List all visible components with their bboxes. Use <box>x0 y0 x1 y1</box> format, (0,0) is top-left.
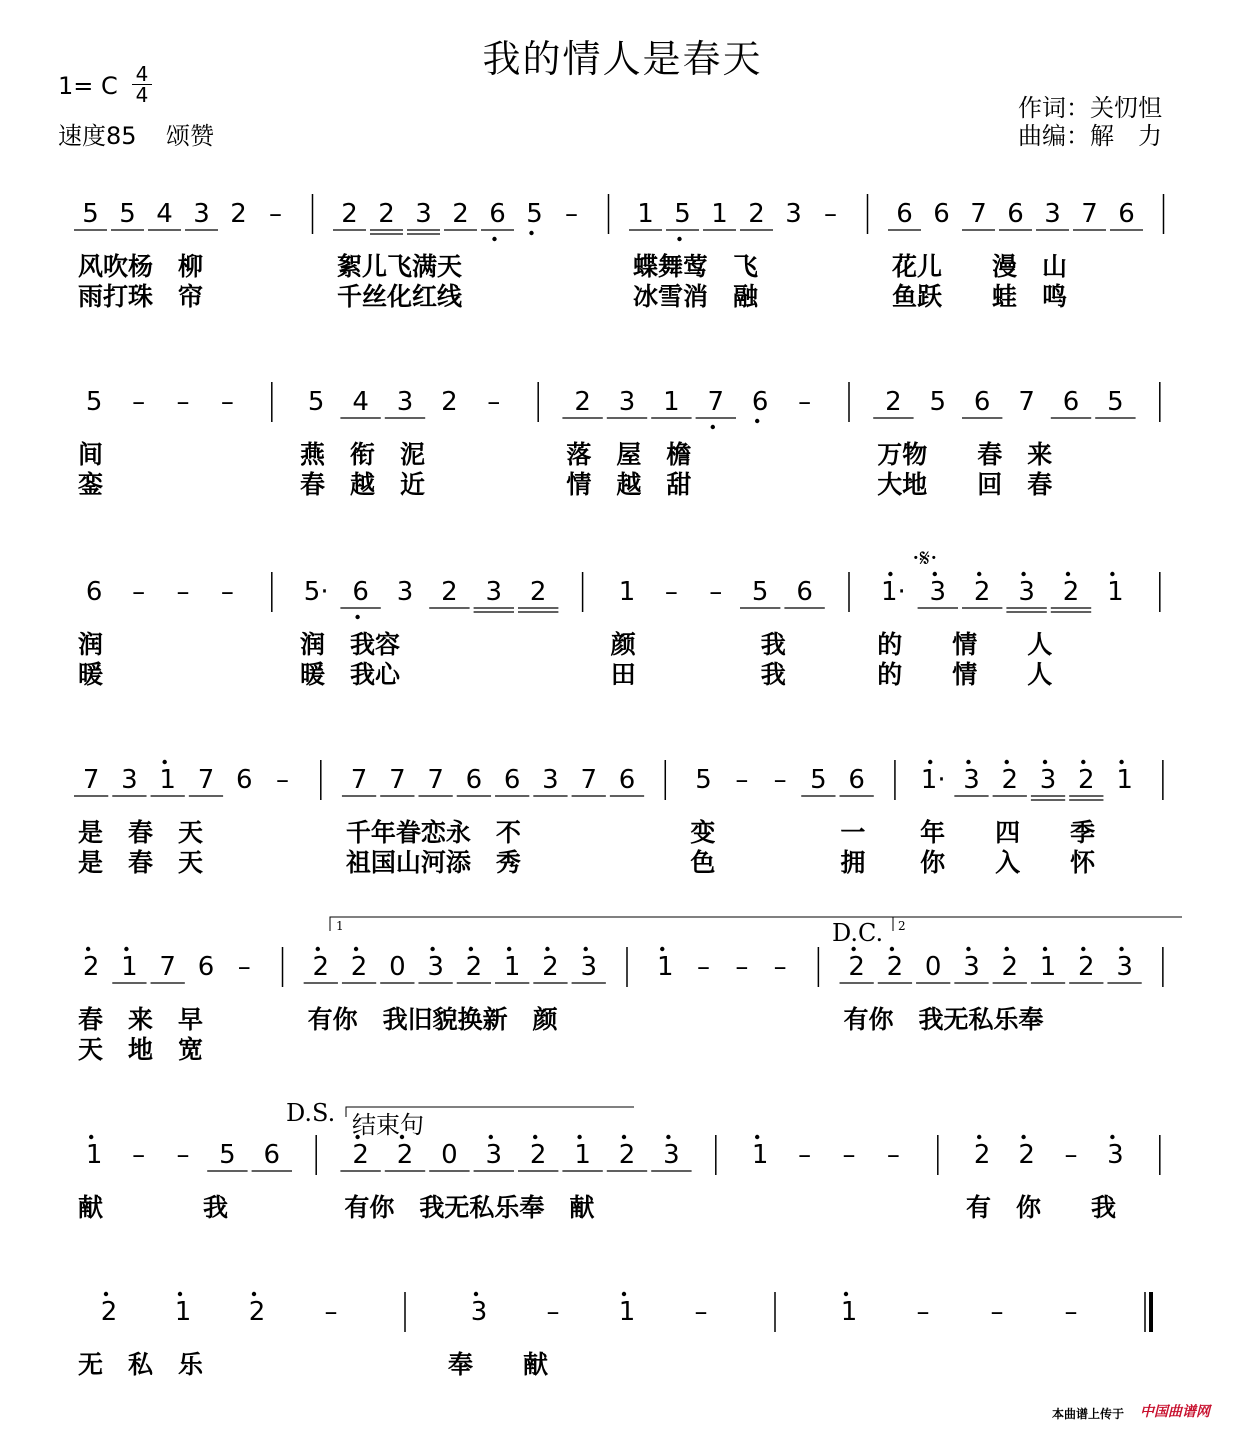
note: 2 <box>973 577 991 607</box>
high-dot <box>316 947 320 951</box>
note: 3 <box>663 1140 680 1170</box>
note: 1 <box>711 199 728 229</box>
high-dot <box>660 947 664 951</box>
note: 1 <box>159 765 176 795</box>
note: 0 <box>389 952 406 982</box>
note: 2 <box>441 387 458 417</box>
low-dot <box>529 231 533 235</box>
note: – <box>1064 1297 1078 1327</box>
note: 6 <box>465 765 483 795</box>
note: 3 <box>963 952 980 982</box>
note: 5 <box>119 199 136 229</box>
low-dot <box>492 237 496 241</box>
lyric-verse2: 暖 <box>78 660 104 689</box>
note: 7 <box>197 765 215 795</box>
note: 3 <box>470 1297 488 1327</box>
note: 3 <box>396 577 414 607</box>
note: – <box>990 1297 1004 1327</box>
lyric-verse2: 你 入 怀 <box>920 848 1096 877</box>
note: 3 <box>542 765 559 795</box>
note: 7 <box>707 387 725 417</box>
high-dot <box>1043 947 1047 951</box>
page-title: 我的情人是春天 <box>482 37 763 81</box>
note: 3 <box>193 199 210 229</box>
note: – <box>886 1140 900 1170</box>
high-dot <box>1081 947 1085 951</box>
lyric-verse1: 有 你 我 <box>966 1193 1117 1222</box>
key-signature: 1= C <box>58 72 118 100</box>
note: – <box>798 387 812 417</box>
lyric-verse1: 絮儿飞满天 <box>337 252 463 281</box>
note: 7 <box>427 765 444 795</box>
note: – <box>824 199 837 229</box>
high-dot <box>966 760 970 764</box>
note: 1· <box>880 577 906 607</box>
note: 2 <box>973 1140 991 1170</box>
note: – <box>735 765 749 795</box>
lyric-verse2: 田 我 <box>610 660 786 689</box>
lyric-verse1: 有你 我无私乐奉 献 <box>344 1193 595 1222</box>
note: 3 <box>121 765 138 795</box>
note: 6 <box>618 765 636 795</box>
note: – <box>735 952 749 982</box>
lyric-verse1: 无 私 乐 <box>78 1350 204 1379</box>
high-dot <box>844 1292 848 1296</box>
note: 3 <box>415 199 432 229</box>
note: 3 <box>1044 199 1061 229</box>
high-dot <box>104 1292 108 1296</box>
note: 7 <box>580 765 597 795</box>
note: – <box>220 577 234 607</box>
style-label: 颂赞 <box>166 122 214 150</box>
lyric-verse1: 颜 我 <box>610 630 786 659</box>
note: 1 <box>503 952 521 982</box>
note: 2 <box>886 952 904 982</box>
note: 6 <box>85 577 103 607</box>
lyric-verse1: 奉 献 <box>448 1350 549 1379</box>
volta-1-label: 1 <box>336 919 344 933</box>
note: 2 <box>82 952 100 982</box>
note: 1 <box>121 952 138 982</box>
note: 0 <box>441 1140 458 1170</box>
note: 1· <box>920 765 946 795</box>
high-dot <box>888 572 892 576</box>
note: 2 <box>574 387 591 417</box>
note: 2 <box>848 952 865 982</box>
note: 2 <box>396 1140 414 1170</box>
note: – <box>694 1297 708 1327</box>
note: 1 <box>1116 765 1133 795</box>
note: 2 <box>748 199 765 229</box>
high-dot <box>178 1292 182 1296</box>
note: – <box>132 387 146 417</box>
lyric-verse1: 燕 衔 泥 <box>300 440 426 469</box>
note: 6 <box>1062 387 1080 417</box>
high-dot <box>933 572 937 576</box>
note: 2 <box>378 199 395 229</box>
note: 2 <box>312 952 330 982</box>
note: 3 <box>485 1140 503 1170</box>
note: 2 <box>529 1140 547 1170</box>
note: – <box>697 952 711 982</box>
segno-mark: ·𝄋· <box>912 544 938 572</box>
high-dot <box>977 572 981 576</box>
note: 2 <box>1078 765 1095 795</box>
note: 2 <box>350 952 368 982</box>
high-dot <box>584 947 588 951</box>
note: – <box>1064 1140 1078 1170</box>
low-dot <box>355 615 359 619</box>
note: 1 <box>618 1297 636 1327</box>
note: 5 <box>219 1140 236 1170</box>
high-dot <box>1066 572 1070 576</box>
note: 2 <box>1001 952 1019 982</box>
note: 7 <box>82 765 100 795</box>
note: 3 <box>1116 952 1133 982</box>
note: – <box>546 1297 560 1327</box>
ending-label: 结束句 <box>352 1111 424 1139</box>
note: 1 <box>1039 952 1057 982</box>
note: 5 <box>526 199 543 229</box>
high-dot <box>1110 1135 1114 1139</box>
note: 1 <box>174 1297 192 1327</box>
note: 1 <box>1107 577 1124 607</box>
lyric-verse2: 冰雪消 融 <box>633 282 759 311</box>
high-dot <box>533 1135 537 1139</box>
high-dot <box>162 760 166 764</box>
lyric-verse2: 暖 我心 <box>300 660 401 689</box>
note: – <box>269 199 282 229</box>
high-dot <box>89 1135 93 1139</box>
note: 3 <box>1018 577 1035 607</box>
note: 3 <box>1107 1140 1124 1170</box>
note: 1 <box>637 199 654 229</box>
lyric-verse2: 鱼跃 蛙 鸣 <box>892 282 1068 311</box>
note: 1 <box>751 1140 769 1170</box>
lyric-verse1: 变 一 <box>690 818 866 847</box>
lyric-verse1: 间 <box>78 440 104 469</box>
note: 6 <box>848 765 865 795</box>
time-denominator: 4 <box>135 83 149 107</box>
high-dot <box>124 947 128 951</box>
note: 2 <box>248 1297 266 1327</box>
note: 5 <box>307 387 325 417</box>
note: – <box>176 1140 190 1170</box>
note: – <box>664 577 678 607</box>
note: 3 <box>396 387 414 417</box>
high-dot <box>1005 947 1009 951</box>
note: – <box>176 577 190 607</box>
note: 5 <box>85 387 103 417</box>
note: 6 <box>751 387 769 417</box>
lyric-verse1: 花儿 漫 山 <box>892 252 1068 281</box>
note: 2 <box>452 199 469 229</box>
high-dot <box>1110 572 1114 576</box>
note: 2 <box>352 1140 369 1170</box>
note: – <box>237 952 251 982</box>
note: 5 <box>751 577 769 607</box>
note: 5· <box>303 577 329 607</box>
note: 1 <box>840 1297 858 1327</box>
final-bar <box>1149 1292 1153 1332</box>
high-dot <box>622 1292 626 1296</box>
lyric-verse1: 春 来 早 <box>78 1005 204 1034</box>
note: 5 <box>929 387 947 417</box>
high-dot <box>1021 572 1025 576</box>
note: 3 <box>427 952 444 982</box>
note: – <box>709 577 723 607</box>
low-dot <box>711 425 715 429</box>
note: 6 <box>896 199 913 229</box>
high-dot <box>851 947 855 951</box>
lyric-verse1: 有你 我无私乐奉 <box>843 1005 1044 1034</box>
note: 6 <box>503 765 521 795</box>
note: 7 <box>389 765 406 795</box>
high-dot <box>577 1135 581 1139</box>
dc-mark: D.C. <box>832 919 884 947</box>
lyric-verse1: 是 春 天 <box>78 818 204 847</box>
note: 2 <box>885 387 902 417</box>
high-dot <box>507 947 511 951</box>
note: 5 <box>810 765 827 795</box>
note: 2 <box>1078 952 1095 982</box>
note: – <box>220 387 234 417</box>
lyric-verse2: 是 春 天 <box>78 848 204 877</box>
ds-mark: D.S. <box>286 1099 336 1127</box>
note: 6 <box>973 387 991 417</box>
note: 2 <box>1018 1140 1035 1170</box>
high-dot <box>430 947 434 951</box>
note: – <box>132 577 146 607</box>
lyric-verse2: 情 越 甜 <box>566 470 692 499</box>
high-dot <box>489 1135 493 1139</box>
note: 3 <box>580 952 597 982</box>
note: – <box>276 765 290 795</box>
site-logo: 中国曲谱网 <box>1140 1404 1210 1420</box>
note: 6 <box>1118 199 1135 229</box>
lyric-verse2: 千丝化红线 <box>337 282 463 311</box>
lyric-verse2: 的 情 人 <box>877 660 1053 689</box>
high-dot <box>666 1135 670 1139</box>
lyric-verse2: 春 越 近 <box>300 470 426 499</box>
high-dot <box>1043 760 1047 764</box>
note: – <box>324 1297 338 1327</box>
high-dot <box>354 947 358 951</box>
note: 7 <box>1081 199 1098 229</box>
note: 3 <box>618 387 636 417</box>
lyric-verse1: 万物 春 来 <box>877 440 1053 469</box>
lyric-verse1: 风吹杨 柳 <box>78 252 204 281</box>
high-dot <box>469 947 473 951</box>
time-numerator: 4 <box>132 64 152 85</box>
note: 2 <box>1062 577 1080 607</box>
note: 7 <box>970 199 987 229</box>
high-dot <box>977 1135 981 1139</box>
lyric-verse1: 千年眷恋永 不 <box>345 818 521 847</box>
high-dot <box>890 947 894 951</box>
note: 6 <box>796 577 813 607</box>
note: – <box>176 387 190 417</box>
note: 3 <box>1039 765 1057 795</box>
low-dot <box>755 419 759 423</box>
lyric-verse2: 祖国山河添 秀 <box>345 848 521 877</box>
lyric-verse1: 蝶舞莺 飞 <box>633 252 759 281</box>
note: – <box>916 1297 930 1327</box>
note: 6 <box>352 577 369 607</box>
arranger-credit: 曲编：解 力 <box>1018 122 1162 150</box>
note: 0 <box>924 952 942 982</box>
note: 2 <box>542 952 559 982</box>
high-dot <box>1119 760 1123 764</box>
note: 2 <box>441 577 458 607</box>
note: 6 <box>197 952 215 982</box>
note: – <box>798 1140 812 1170</box>
high-dot <box>1081 760 1085 764</box>
note: 1 <box>85 1140 103 1170</box>
lyric-verse1: 有你 我旧貌换新 颜 <box>307 1005 558 1034</box>
note: 1 <box>657 952 674 982</box>
lyric-verse1: 润 <box>78 630 104 659</box>
note: – <box>565 199 578 229</box>
high-dot <box>1119 947 1123 951</box>
lyric-verse1: 年 四 季 <box>920 818 1096 847</box>
lyric-verse2: 天 地 宽 <box>78 1035 204 1064</box>
note: 1 <box>574 1140 591 1170</box>
lyric-verse1: 落 屋 檐 <box>566 440 692 469</box>
high-dot <box>1021 1135 1025 1139</box>
note: 2 <box>618 1140 636 1170</box>
low-dot <box>677 237 681 241</box>
high-dot <box>622 1135 626 1139</box>
note: – <box>487 387 501 417</box>
lyric-verse2: 大地 回 春 <box>877 470 1053 499</box>
volta-2-label: 2 <box>898 919 906 933</box>
note: – <box>842 1140 856 1170</box>
note: 7 <box>159 952 176 982</box>
note: – <box>132 1140 146 1170</box>
note: 1 <box>663 387 680 417</box>
note: 1 <box>618 577 636 607</box>
note: 7 <box>350 765 368 795</box>
high-dot <box>928 760 932 764</box>
note: 2 <box>529 577 547 607</box>
note: 5 <box>82 199 99 229</box>
note: 4 <box>156 199 173 229</box>
note: 6 <box>235 765 253 795</box>
upload-credit: 本曲谱上传于 <box>1052 1407 1125 1421</box>
note: – <box>773 952 787 982</box>
note: 4 <box>352 387 369 417</box>
lyric-verse1: 的 情 人 <box>877 630 1053 659</box>
note: 3 <box>963 765 980 795</box>
note: 2 <box>100 1297 118 1327</box>
lyric-verse2: 色 拥 <box>690 848 866 877</box>
tempo-label: 速度85 <box>58 122 137 150</box>
volta-bracket <box>330 917 1182 931</box>
note: 3 <box>929 577 947 607</box>
high-dot <box>966 947 970 951</box>
note: 6 <box>933 199 950 229</box>
note: 2 <box>465 952 483 982</box>
note: 7 <box>1018 387 1035 417</box>
lyric-verse1: 润 我容 <box>300 630 401 659</box>
high-dot <box>474 1292 478 1296</box>
note: – <box>773 765 787 795</box>
note: 3 <box>485 577 503 607</box>
high-dot <box>1005 760 1009 764</box>
note: 5 <box>674 199 691 229</box>
note: 6 <box>263 1140 281 1170</box>
lyric-verse2: 銮 <box>78 470 104 499</box>
note: 2 <box>341 199 358 229</box>
note: 5 <box>695 765 712 795</box>
lyricist-credit: 作词：关忉怛 <box>1018 94 1162 122</box>
note: 2 <box>1001 765 1019 795</box>
high-dot <box>86 947 90 951</box>
high-dot <box>252 1292 256 1296</box>
note: 6 <box>1007 199 1024 229</box>
high-dot <box>545 947 549 951</box>
note: 3 <box>785 199 802 229</box>
lyric-verse1: 献 我 <box>78 1193 229 1222</box>
note: 5 <box>1107 387 1124 417</box>
lyric-verse2: 雨打珠 帘 <box>78 282 204 311</box>
note: 6 <box>489 199 506 229</box>
note: 2 <box>230 199 247 229</box>
high-dot <box>755 1135 759 1139</box>
